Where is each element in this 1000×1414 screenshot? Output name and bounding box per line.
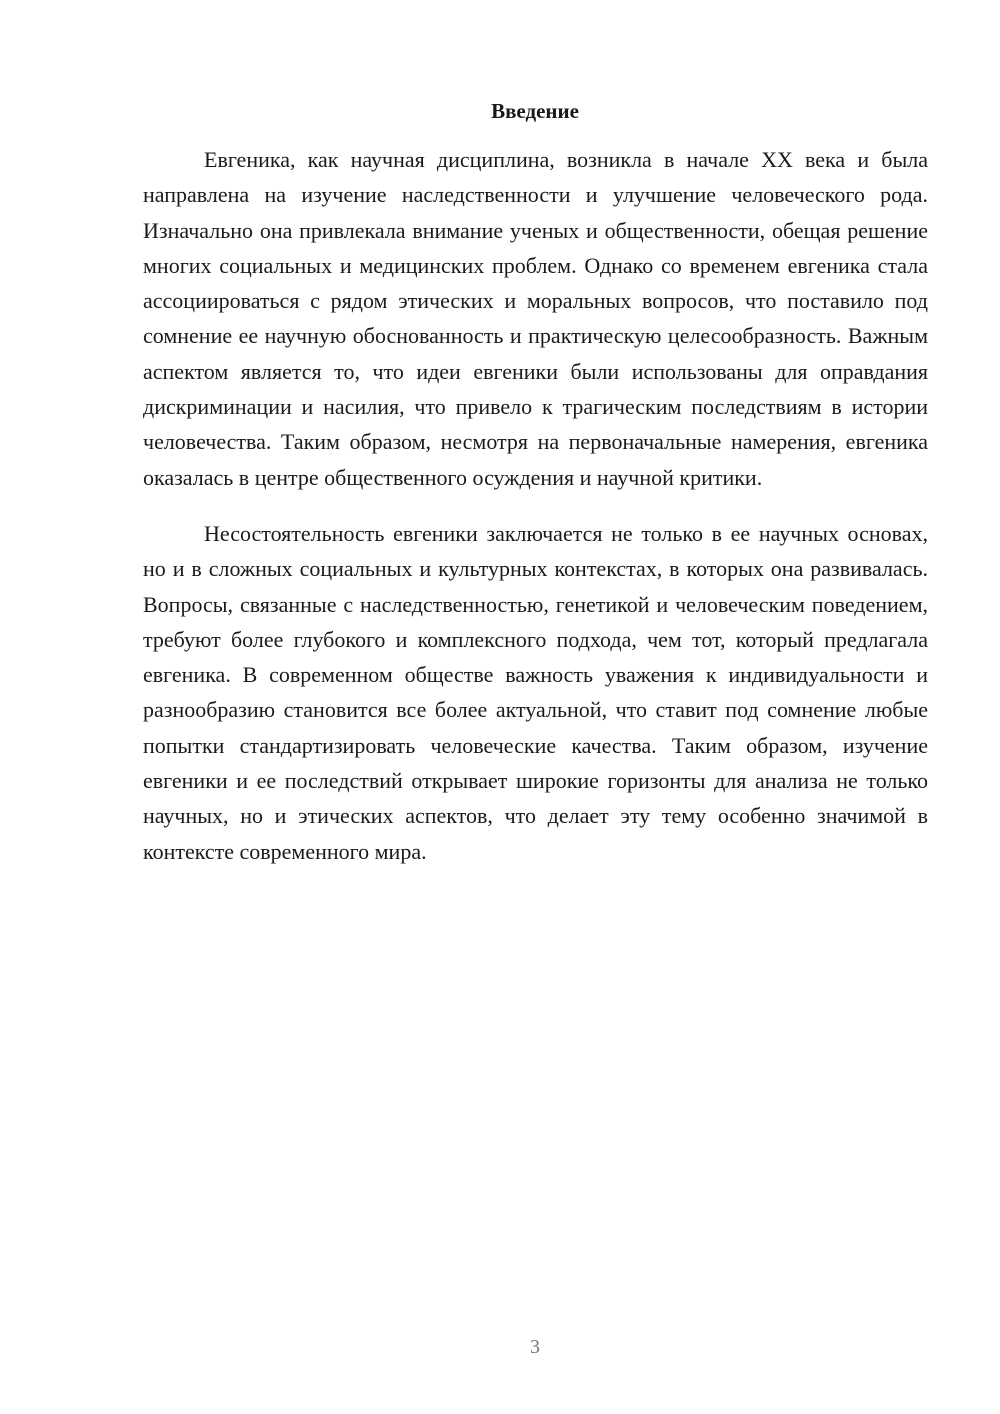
paragraph-2: Несостоятельность евгеники заключается не только в ее научных основах, но и в сложных социальных и культурных контекстах, в которых она развивалась. Вопросы, связанные с наследственностью, генетикой и человеческим поведением, требуют более глубокого и комплексного подхода, чем тот, который предлагала евгеника. В современном обществе важность уважения к индивидуальности и разнообразию становится все более актуальной, что ставит под сомнение любые попытки стандартизировать человеческие качества. Таким образом, изучение евгеники и ее последствий открывает широкие горизонты для анализа не только научных, но и этических аспектов, что делает эту тему особенно значимой в контексте современного мира. — [143, 520, 928, 864]
paragraph-1: Евгеника, как научная дисциплина, возникла в начале XX века и была направлена на изучение наследственности и улучшение человеческого рода. Изначально она привлекала внимание ученых и общественности, обещая решение многих социальных и медицинских проблем. Однако со временем евгеника стала ассоциироваться с рядом этических и моральных вопросов, что поставило под сомнение ее научную обоснованность и практическую целесообразность. Важным аспектом является то, что идеи евгеники были использованы для оправдания дискриминации и насилия, что привело к трагическим последствиям в истории человечества. Таким образом, несмотря на первоначальные намерения, евгеника оказалась в центре общественного осуждения и научной критики. — [143, 147, 928, 490]
section-heading: Введение — [491, 99, 579, 123]
document-body — [143, 142, 928, 869]
page-number: 3 — [530, 1336, 540, 1358]
